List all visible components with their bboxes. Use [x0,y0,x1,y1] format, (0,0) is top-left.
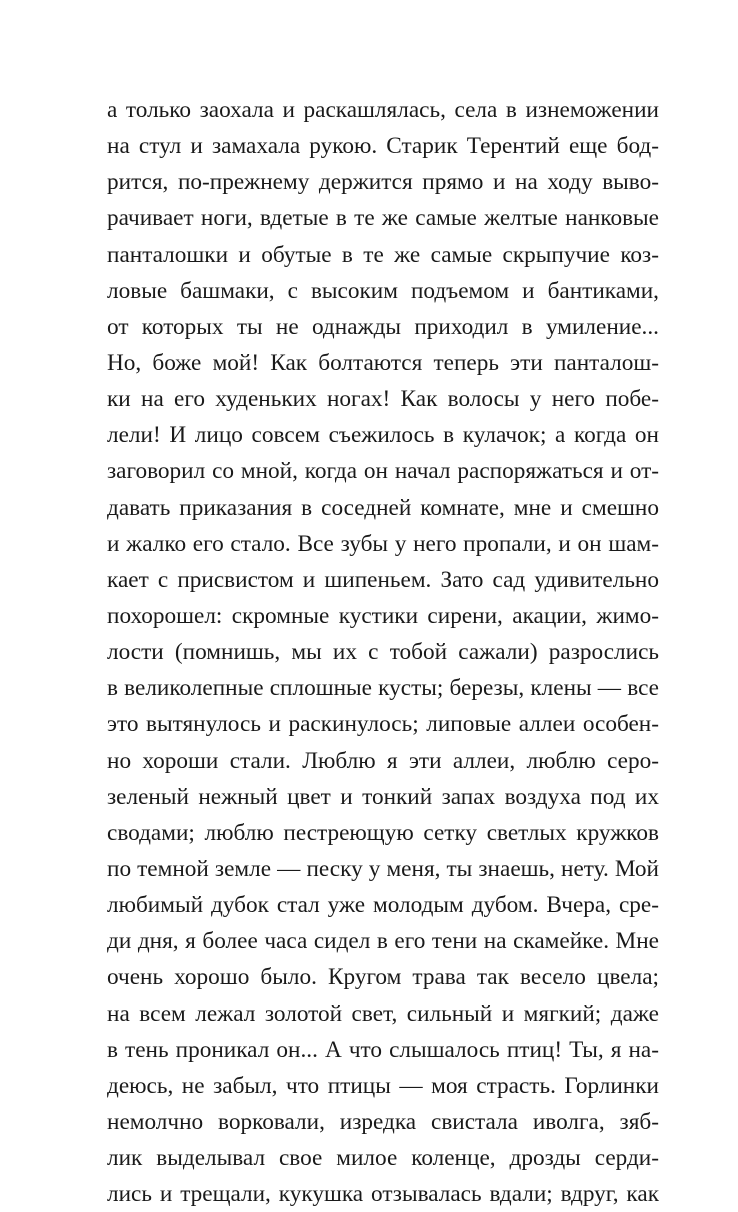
text-line: на стул и замахала рукою. Старик Терентий еще бод- [107,133,659,160]
text-line: по темной земле — песку у меня, ты знаешь, нету. Мой [107,855,659,882]
text-line: кает с присвистом и шипеньем. Зато сад удивительно [107,566,659,593]
text-line: лик выделывал свое милое коленце, дрозды серди- [107,1145,659,1172]
text-line: зеленый нежный цвет и тонкий запах воздуха под их [107,783,659,810]
text-line: немолчно ворковали, изредка свистала иволга, зяб- [107,1108,659,1135]
text-line: ки на его худеньких ногах! Как волосы у него побе- [107,386,659,413]
text-line: рится, по-прежнему держится прямо и на ходу выво- [107,169,659,196]
text-line: деюсь, не забыл, что птицы — моя страсть. Горлинки [107,1072,659,1099]
text-line: но хороши стали. Люблю я эти аллеи, люблю серо- [107,747,659,774]
text-line: это вытянулось и раскинулось; липовые аллеи особен- [107,711,659,738]
text-line: любимый дубок стал уже молодым дубом. Вчера, сре- [107,892,659,919]
text-line: лости (помнишь, мы их с тобой сажали) разрослись [107,639,659,666]
text-line: давать приказания в соседней комнате, мне и смешно [107,494,659,521]
text-line: очень хорошо было. Кругом трава так весело цвела; [107,964,659,991]
text-line: Но, боже мой! Как болтаются теперь эти панталош- [107,349,659,376]
text-line: рачивает ноги, вдетые в те же самые желтые нанковые [107,205,659,232]
text-line: ловые башмаки, с высоким подъемом и бантиками, [107,277,659,304]
text-line: ди дня, я более часа сидел в его тени на скамейке. Мне [107,928,659,955]
text-line: панталошки и обутые в те же самые скрыпучие коз- [107,241,659,268]
text-line: и жалко его стало. Все зубы у него пропали, и он шам- [107,530,659,557]
text-line: лели! И лицо совсем съежилось в кулачок; а когда он [107,422,659,449]
text-line: в тень проникал он... А что слышалось птиц! Ты, я на- [107,1036,659,1063]
text-line: похорошел: скромные кустики сирени, акации, жимо- [107,602,659,629]
text-line: сводами; люблю пестреющую сетку светлых кружков [107,819,659,846]
text-line: а только заохала и раскашлялась, села в изнеможении [107,97,659,123]
text-line: заговорил со мной, когда он начал распоряжаться и от- [107,458,659,485]
text-line: на всем лежал золотой свет, сильный и мягкий; даже [107,1000,659,1027]
text-line: лись и трещали, кукушка отзывалась вдали; вдруг, как [107,1181,659,1208]
text-line: в великолепные сплошные кусты; березы, клены — все [107,675,659,702]
body-text [107,92,659,1212]
text-line: от которых ты не однажды приходил в умиление... [107,313,659,340]
